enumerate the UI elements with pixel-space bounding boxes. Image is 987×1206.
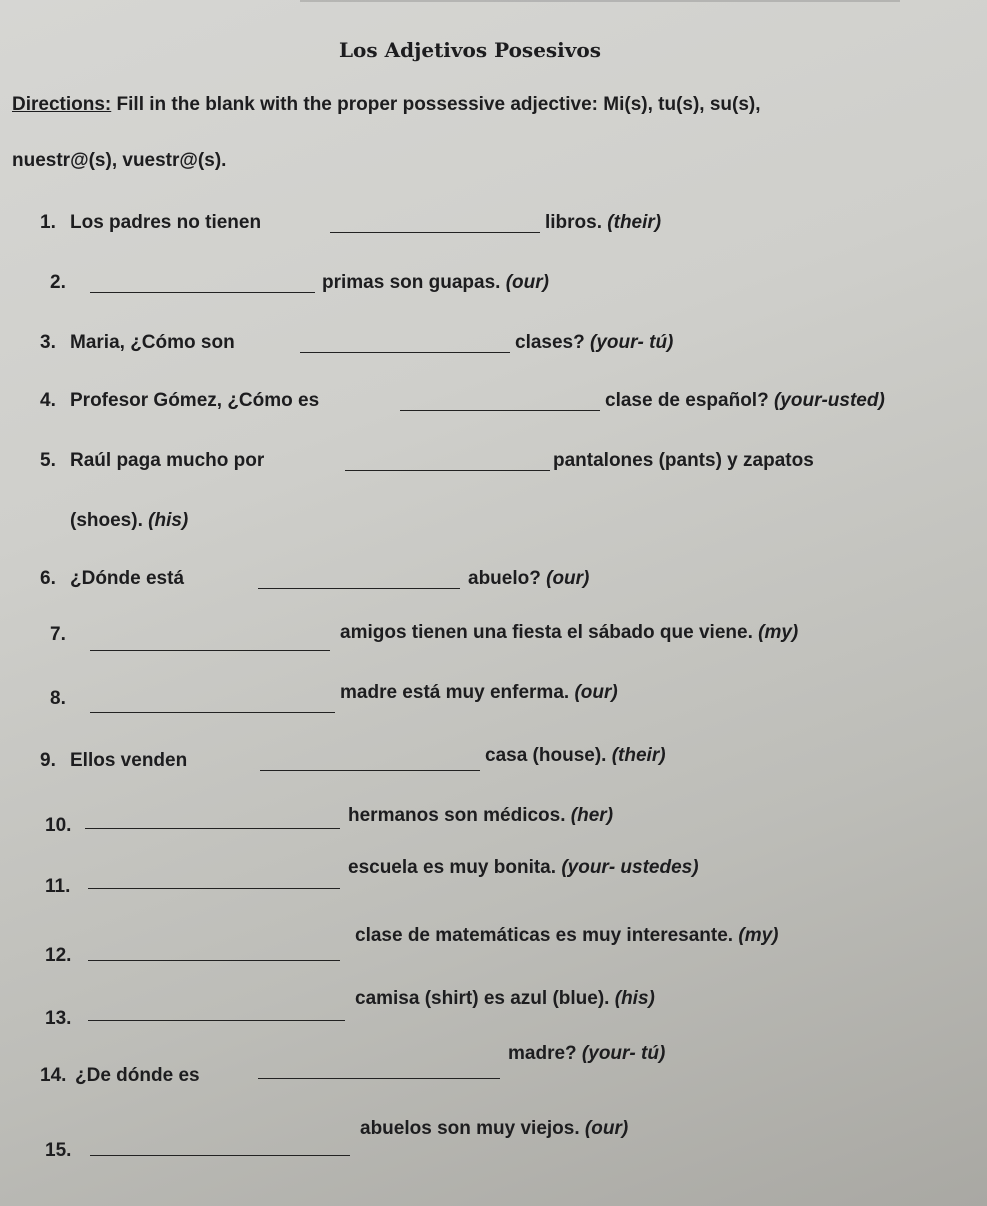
item-suffix (340, 682, 618, 704)
hint: (their) (607, 212, 662, 233)
item-suffix (553, 450, 814, 472)
item-prefix (70, 510, 188, 532)
item-suffix (545, 212, 661, 234)
item-number: 13. (45, 1008, 72, 1029)
answer-blank[interactable] (90, 292, 315, 293)
item-prefix (75, 1065, 200, 1087)
prefix-text: Maria, ¿Cómo son (70, 332, 235, 353)
item-suffix (348, 805, 613, 827)
page-edge (300, 0, 900, 2)
suffix-text: libros. (545, 212, 603, 233)
prefix-text: ¿Dónde está (70, 568, 185, 589)
suffix-text: madre? (508, 1043, 577, 1064)
item-number: 3. (40, 332, 56, 353)
prefix-text: Raúl paga mucho por (70, 450, 265, 471)
item-suffix (322, 272, 549, 294)
suffix-text: primas son guapas. (322, 272, 501, 293)
hint: (our) (574, 682, 618, 703)
answer-blank[interactable] (88, 960, 340, 961)
item-suffix (605, 390, 885, 412)
prefix-text: Los padres no tienen (70, 212, 262, 233)
answer-blank[interactable] (88, 888, 340, 889)
item-suffix (468, 568, 589, 590)
hint: (your- ustedes) (561, 857, 699, 878)
item-suffix (515, 332, 673, 354)
item-number: 12. (45, 945, 72, 966)
suffix-text: amigos tienen una fiesta el sábado que viene. (340, 622, 753, 643)
hint: (their) (611, 745, 666, 766)
hint: (my) (758, 622, 799, 643)
item-prefix (70, 332, 235, 354)
item-prefix (70, 750, 187, 772)
answer-blank[interactable] (260, 770, 480, 771)
suffix-text: abuelos son muy viejos. (360, 1118, 580, 1139)
item-number: 7. (50, 624, 66, 645)
hint: (our) (546, 568, 590, 589)
answer-blank[interactable] (345, 470, 550, 471)
hint: (his) (614, 988, 655, 1009)
hint: (your-usted) (773, 390, 885, 411)
item-number: 10. (45, 815, 72, 836)
item-suffix (355, 988, 655, 1010)
answer-blank[interactable] (85, 828, 340, 829)
suffix-text: pantalones (pants) y zapatos (553, 450, 814, 471)
answer-blank[interactable] (90, 650, 330, 651)
item-number: 4. (40, 390, 56, 411)
suffix-text: hermanos son médicos. (348, 805, 566, 826)
item-suffix (485, 745, 666, 767)
answer-blank[interactable] (90, 712, 335, 713)
suffix-text: camisa (shirt) es azul (blue). (355, 988, 610, 1009)
answer-blank[interactable] (258, 1078, 500, 1079)
answer-blank[interactable] (258, 588, 460, 589)
item-suffix (360, 1118, 628, 1140)
item-number: 14. (40, 1065, 67, 1086)
answer-blank[interactable] (300, 352, 510, 353)
hint: (your- tú) (581, 1043, 666, 1064)
worksheet-title: Los Adjetivos Posesivos (338, 38, 601, 62)
item-prefix (70, 390, 319, 412)
hint: (my) (738, 925, 779, 946)
directions-continued: nuestr@(s), vuestr@(s). (12, 150, 227, 171)
item-suffix (355, 925, 779, 947)
item-prefix (70, 212, 261, 234)
directions (12, 94, 761, 116)
suffix-text: madre está muy enferma. (340, 682, 570, 703)
item-number: 2. (50, 272, 66, 293)
item-suffix (348, 857, 699, 879)
item-prefix (70, 450, 264, 472)
hint: (her) (570, 805, 614, 826)
directions-text: Fill in the blank with the proper possessive adjective: Mi(s), tu(s), su(s), (111, 94, 761, 115)
answer-blank[interactable] (88, 1020, 345, 1021)
item-number: 9. (40, 750, 56, 771)
item-number: 8. (50, 688, 66, 709)
hint: (our) (584, 1118, 629, 1139)
item-suffix (508, 1043, 665, 1065)
prefix-text: Ellos venden (70, 750, 188, 771)
item-number: 6. (40, 568, 56, 589)
item-suffix (340, 622, 798, 644)
answer-blank[interactable] (330, 232, 540, 233)
item-prefix (70, 568, 184, 590)
hint: (your- tú) (590, 332, 674, 353)
suffix-text: clase de español? (605, 390, 769, 411)
item-number: 5. (40, 450, 56, 471)
suffix-text: casa (house). (485, 745, 607, 766)
hint: (his) (148, 510, 189, 531)
prefix-text: (shoes). (70, 510, 143, 531)
answer-blank[interactable] (90, 1155, 350, 1156)
suffix-text: escuela es muy bonita. (348, 857, 557, 878)
item-number: 1. (40, 212, 56, 233)
prefix-text: ¿De dónde es (75, 1065, 200, 1086)
suffix-text: abuelo? (468, 568, 541, 589)
answer-blank[interactable] (400, 410, 600, 411)
suffix-text: clase de matemáticas es muy interesante. (355, 925, 734, 946)
item-number: 11. (45, 876, 71, 897)
suffix-text: clases? (515, 332, 585, 353)
hint: (our) (505, 272, 549, 293)
prefix-text: Profesor Gómez, ¿Cómo es (70, 390, 320, 411)
directions-label: Directions: (12, 94, 112, 115)
item-number: 15. (45, 1140, 72, 1161)
